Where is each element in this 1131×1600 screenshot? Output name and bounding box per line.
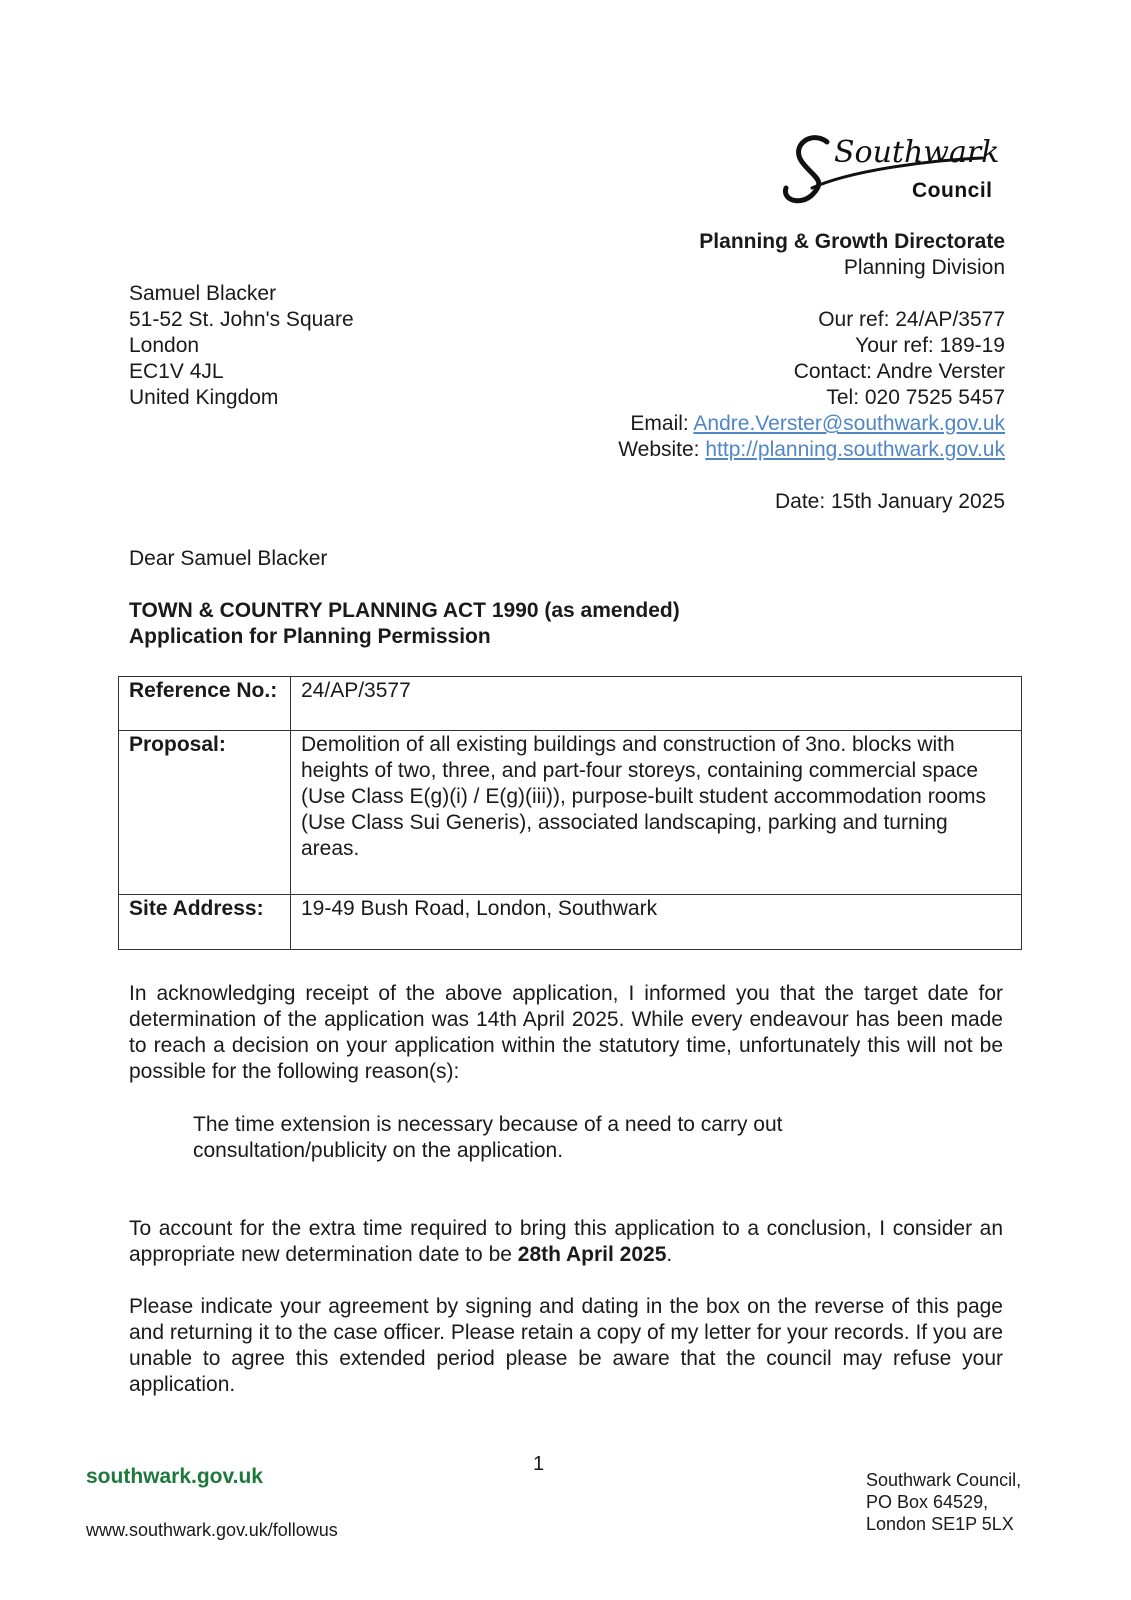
division: Planning Division <box>843 256 1005 279</box>
site-address-label: Site Address: <box>119 895 291 950</box>
footer-address-line2: PO Box 64529, <box>866 1492 989 1512</box>
salutation: Dear Samuel Blacker <box>129 547 328 570</box>
contact: Contact: Andre Verster <box>793 360 1005 383</box>
table-row <box>119 895 1022 950</box>
footer-address-line3: London SE1P 5LX <box>866 1514 1014 1534</box>
website-link[interactable]: http://planning.southwark.gov.uk <box>705 438 1005 461</box>
act-subtitle: Application for Planning Permission <box>129 625 491 648</box>
southwark-council-logo <box>782 100 1012 210</box>
our-ref: Our ref: 24/AP/3577 <box>818 308 1005 331</box>
website-label: Website: <box>618 438 706 461</box>
website-line <box>445 437 1005 463</box>
act-heading <box>129 598 680 650</box>
directorate: Planning & Growth Directorate <box>699 230 1005 253</box>
para2-text: To account for the extra time required to bring this application to a conclusion, I consider an appropriate new determination date to be <box>129 1217 1003 1266</box>
reference-value: 24/AP/3577 <box>291 677 1022 731</box>
email-line <box>445 411 1005 437</box>
site-address-value: 19-49 Bush Road, London, Southwark <box>291 895 1022 950</box>
footer-address-line1: Southwark Council, <box>866 1470 1022 1490</box>
para2-suffix: . <box>666 1243 673 1266</box>
recipient-line2: London <box>129 334 200 357</box>
recipient-name: Samuel Blacker <box>129 282 277 305</box>
application-details-table <box>118 676 1022 950</box>
table-row <box>119 677 1022 731</box>
proposal-value: Demolition of all existing buildings and construction of 3no. blocks with heights of two, three, and part-four storeys, containing commercial space (Use Class E(g)(i) / E(g)(iii)), purpose-built student accommodation rooms (Use Class Sui Generis), associated landscaping, parking and turning areas. <box>291 731 1022 895</box>
email-label: Email: <box>630 412 694 435</box>
recipient-country: United Kingdom <box>129 386 279 409</box>
tel: Tel: 020 7525 5457 <box>826 386 1005 409</box>
sender-details <box>445 229 1005 515</box>
recipient-line1: 51-52 St. John's Square <box>129 308 354 331</box>
letter-date: Date: 15th January 2025 <box>775 490 1005 513</box>
recipient-postcode: EC1V 4JL <box>129 360 224 383</box>
email-link[interactable]: Andre.Verster@southwark.gov.uk <box>693 412 1005 435</box>
body-paragraph-3: Please indicate your agreement by signing and dating in the box on the reverse of this page and returning it to the case officer. Please retain a copy of my letter for your records. If you are unable to agree this extended period please be aware that the council may refuse your application. <box>129 1295 1003 1396</box>
extension-reason: The time extension is necessary because of a need to carry out consultation/publicity on the application. <box>193 1113 783 1162</box>
body-paragraph-2 <box>129 1216 1003 1268</box>
footer-followus-link[interactable]: www.southwark.gov.uk/followus <box>86 1520 338 1540</box>
new-determination-date: 28th April 2025 <box>517 1243 667 1266</box>
body-paragraph-1: In acknowledging receipt of the above application, I informed you that the target date for determination of the application was 14th April 2025. While every endeavour has been made to reach a decision on your application within the statutory time, unfortunately this will not be possible for the following reason(s): <box>129 982 1003 1083</box>
logo-council-text: Council <box>912 179 993 202</box>
page-number: 1 <box>533 1453 545 1475</box>
proposal-label: Proposal: <box>119 731 291 895</box>
footer-website[interactable]: southwark.gov.uk <box>86 1465 263 1488</box>
logo-wordmark: Southwark <box>834 135 1000 170</box>
reference-label: Reference No.: <box>119 677 291 731</box>
your-ref: Your ref: 189-19 <box>855 334 1005 357</box>
act-title: TOWN & COUNTRY PLANNING ACT 1990 (as amended) <box>129 599 680 622</box>
recipient-address <box>129 281 354 411</box>
footer-address <box>866 1469 1021 1535</box>
table-row <box>119 731 1022 895</box>
